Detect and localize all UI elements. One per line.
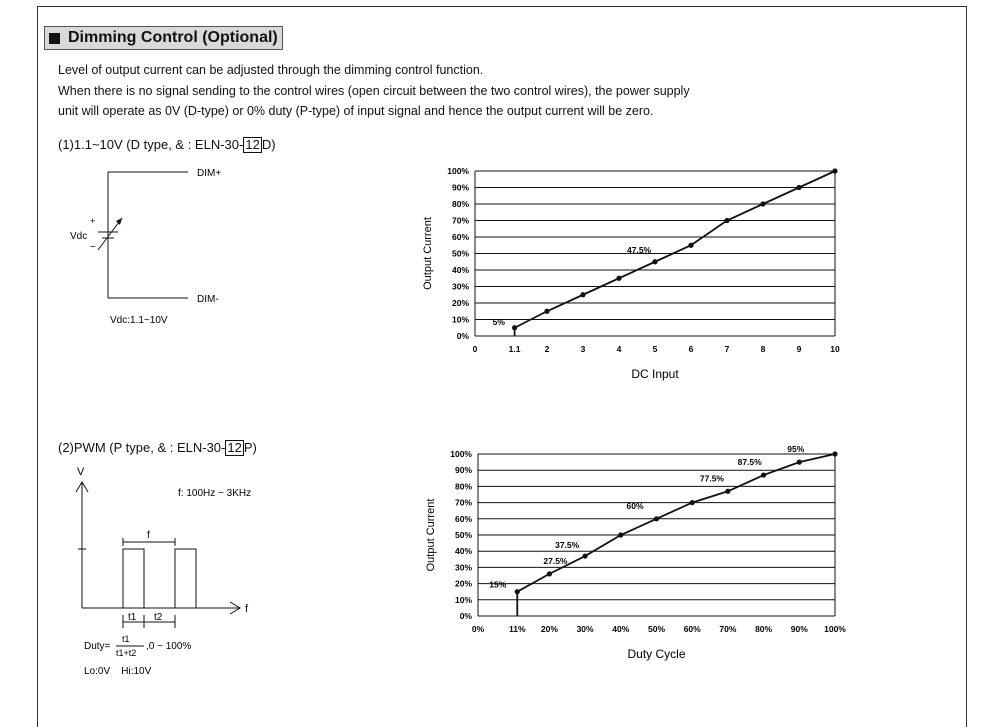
section-title-text: Dimming Control (Optional) <box>68 29 278 46</box>
data-point <box>724 218 729 223</box>
duty-denominator: t1+t2 <box>116 648 137 658</box>
x-tick-label: 3 <box>580 344 586 354</box>
dc-input-chart <box>410 160 860 390</box>
data-point <box>616 276 621 281</box>
data-point <box>832 168 837 173</box>
x-tick-label: 9 <box>796 344 802 354</box>
y-tick-label: 60% <box>451 232 469 242</box>
y-tick-label: 90% <box>451 182 469 193</box>
section-title <box>44 26 283 50</box>
y-tick-label: 80% <box>454 481 472 492</box>
pulse-2 <box>175 549 196 608</box>
y-tick-label: 30% <box>454 562 472 573</box>
pulse-1 <box>123 549 144 608</box>
x-tick-label: 11% <box>508 624 526 634</box>
d-type-heading-post: D) <box>261 137 276 152</box>
vdc-label: Vdc <box>70 231 88 242</box>
series-line <box>517 454 835 592</box>
d-type-heading-pre: (1)1.1~10V (D type, & : ELN-30- <box>58 137 244 152</box>
y-tick-label: 20% <box>454 578 472 589</box>
y-tick-label: 0% <box>456 331 469 341</box>
x-tick-label: 80% <box>755 624 773 634</box>
duty-numerator: t1 <box>122 634 130 644</box>
data-label: 15% <box>489 579 507 590</box>
intro-text <box>58 60 690 122</box>
x-tick-label: 4 <box>616 344 622 354</box>
data-point <box>688 243 693 248</box>
x-tick-label: 5 <box>652 344 658 354</box>
y-tick-label: 10% <box>454 594 472 605</box>
data-point <box>725 489 730 494</box>
data-point <box>547 571 552 576</box>
y-tick-label: 40% <box>451 265 469 275</box>
x-tick-label: 2 <box>544 344 550 354</box>
pwm-diagram <box>60 460 290 690</box>
data-point <box>832 451 837 456</box>
plus-sign: + <box>90 216 96 226</box>
duty-label: Duty= <box>84 641 111 652</box>
data-label: 95% <box>787 444 805 455</box>
data-point <box>618 532 623 537</box>
x-tick-label: 100% <box>824 624 846 634</box>
data-point <box>512 325 517 330</box>
series-line <box>515 171 835 328</box>
t1-label: t1 <box>128 612 137 623</box>
vdc-range-label: Vdc:1.1~10V <box>110 315 168 326</box>
levels-label: Lo:0V Hi:10V <box>84 666 152 677</box>
data-point <box>760 201 765 206</box>
d-type-diagram <box>60 160 260 330</box>
data-label: 87.5% <box>737 457 762 468</box>
data-point <box>652 259 657 264</box>
duty-cycle-chart <box>410 440 860 670</box>
x-tick-label: 6 <box>688 344 694 354</box>
data-label: 5% <box>492 316 505 327</box>
v-axis-label: V <box>77 466 85 478</box>
p-type-heading-pre: (2)PWM (P type, & : ELN-30- <box>58 440 226 455</box>
x-axis-label: DC Input <box>631 367 679 381</box>
x-tick-label: 10 <box>830 344 840 354</box>
period-label: f <box>147 530 150 541</box>
x-tick-label: 0% <box>471 624 485 634</box>
data-label: 60% <box>626 500 644 511</box>
square-bullet-icon <box>49 33 60 44</box>
p-type-heading-post: P) <box>243 440 257 455</box>
x-tick-label: 60% <box>683 624 701 634</box>
y-axis-label: Output Current <box>425 498 437 572</box>
y-axis-label: Output Current <box>422 217 434 290</box>
duty-range: ,0 ~ 100% <box>146 641 192 652</box>
y-tick-label: 20% <box>451 298 469 308</box>
x-tick-label: 50% <box>647 624 666 634</box>
x-tick-label: 90% <box>790 624 808 634</box>
data-label: 37.5% <box>555 540 580 551</box>
data-point <box>796 185 801 190</box>
x-tick-label: 1.1 <box>508 344 521 354</box>
dim-plus-label: DIM+ <box>197 168 222 179</box>
x-tick-label: 0 <box>472 344 478 354</box>
intro-line: Level of output current can be adjusted through the dimming control function. <box>58 63 484 77</box>
data-point <box>580 292 585 297</box>
x-tick-label: 70% <box>719 624 737 634</box>
data-point <box>544 309 549 314</box>
y-tick-label: 60% <box>454 513 472 524</box>
y-tick-label: 10% <box>451 314 469 325</box>
t2-label: t2 <box>154 612 163 623</box>
p-type-heading <box>58 440 257 456</box>
data-label: 77.5% <box>699 473 725 484</box>
x-tick-label: 20% <box>540 624 558 634</box>
y-tick-label: 70% <box>451 215 469 226</box>
x-axis-label: Duty Cycle <box>627 647 686 661</box>
y-tick-label: 100% <box>450 449 472 459</box>
y-tick-label: 50% <box>451 248 469 259</box>
variable-arrow-head-icon <box>116 218 122 225</box>
d-type-heading <box>58 137 276 153</box>
data-point <box>583 553 588 558</box>
y-tick-label: 70% <box>454 497 472 508</box>
y-tick-label: 80% <box>451 199 469 209</box>
data-point <box>515 589 520 594</box>
y-tick-label: 90% <box>454 465 472 476</box>
minus-sign: − <box>90 242 96 253</box>
x-tick-label: 40% <box>612 624 630 634</box>
intro-line: unit will operate as 0V (D-type) or 0% duty (P-type) of input signal and hence the output current will be zero. <box>58 104 654 118</box>
y-tick-label: 0% <box>459 611 472 621</box>
y-tick-label: 50% <box>454 530 472 540</box>
y-tick-label: 100% <box>447 166 469 176</box>
d-type-heading-box: 12 <box>245 137 260 152</box>
dim-minus-label: DIM- <box>197 294 219 305</box>
data-label: 47.5% <box>627 244 652 255</box>
data-point <box>654 516 659 521</box>
y-tick-label: 30% <box>451 281 469 292</box>
intro-line: When there is no signal sending to the control wires (open circuit between the two control wires), the power supply <box>58 83 690 98</box>
x-tick-label: 7 <box>724 344 730 354</box>
data-point <box>690 500 695 505</box>
frequency-label: f: 100Hz ~ 3KHz <box>178 488 252 499</box>
p-type-heading-box: 12 <box>227 440 242 455</box>
y-tick-label: 40% <box>454 546 472 557</box>
data-label: 27.5% <box>543 555 568 566</box>
data-point <box>797 460 802 465</box>
x-tick-label: 30% <box>576 624 594 634</box>
x-tick-label: 8 <box>760 344 766 354</box>
f-axis-label: f <box>245 603 249 615</box>
data-point <box>761 472 766 477</box>
